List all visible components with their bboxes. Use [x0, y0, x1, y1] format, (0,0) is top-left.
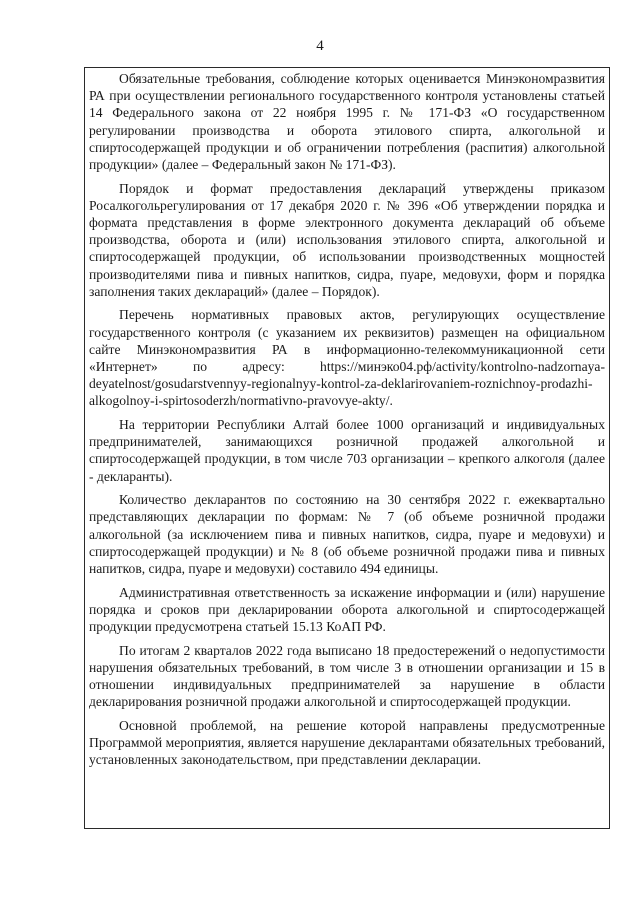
paragraph-mandatory-requirements: Обязательные требования, соблюдение которых оценивается Минэкономразвития РА при осуществлении регионального государственного контроля установлены статьей 14 Федерального закона от 22 ноября 1995 г. № 171-ФЗ «О государственном регулировании производства и оборота этилового спирта, алкогольной и спиртосодержащей продукции и об ограничении потребления (распития) алкогольной продукции» (далее – Федеральный закон № 171-ФЗ).: [89, 71, 605, 173]
page-number: 4: [316, 38, 324, 54]
paragraph-territory-organizations: На территории Республики Алтай более 1000 организаций и индивидуальных предпринимателей, занимающихся розничной продажей алкогольной и спиртосодержащей продукции, в том числе 703 организации – крепкого алкоголя (далее - декларанты).: [89, 417, 605, 484]
paragraph-declaration-procedure: Порядок и формат предоставления деклараций утверждены приказом Росалкогольрегулирования от 17 декабря 2020 г. № 396 «Об утверждении порядка и формата представления в форме электронного документа деклараций об объеме производства, оборота и (или) использования этилового спирта, алкогольной и спиртосодержащей продукции, об использовании производственных мощностей производителями пива и пивных напитков, сидра, пуаре, медовухи, форм и порядка заполнения таких деклараций» (далее – Порядок).: [89, 180, 605, 299]
paragraph-declarant-count: Количество декларантов по состоянию на 30 сентября 2022 г. ежеквартально представляющих декларации по формам: № 7 (об объеме розничной продажи алкогольной (за исключением пива и пивных напитков, сидра, пуаре и медовухи) и спиртосодержащей продукции) и № 8 (об объеме розничной продажи пива и пивных напитков, сидра, пуаре и медовухи) составило 494 единицы.: [89, 492, 605, 577]
paragraph-administrative-liability: Административная ответственность за искажение информации и (или) нарушение порядка и сроков при декларировании оборота алкогольной и спиртосодержащей продукции предусмотрена статьей 15.13 КоАП РФ.: [89, 584, 605, 635]
paragraph-legal-acts-list: Перечень нормативных правовых актов, регулирующих осуществление государственного контроля (с указанием их реквизитов) размещен на официальном сайте Минэкономразвития РА в информационно-телекоммуникационной сети «Интернет» по адресу: https://минэко04.рф/activity/kontrolno-nadzornaya-deyatelnost/gosudarstvennyy-regionalnyy-kontrol-za-deklarirovaniem-roznichnoy-prodazhi-alkogolnoy-i-spirtosoderzh/normativno-pravovye-akty/.: [89, 307, 605, 409]
paragraph-warnings-issued: По итогам 2 кварталов 2022 года выписано 18 предостережений о недопустимости нарушения обязательных требований, в том числе 3 в отношении организации и 15 в отношении индивидуальных предпринимателей за нарушение в области декларирования розничной продажи алкогольной и спиртосодержащей продукции.: [89, 642, 605, 710]
paragraph-main-problem: Основной проблемой, на решение которой направлены предусмотренные Программой мероприятия, является нарушение декларантами обязательных требований, установленных законодательством, при представлении декларации.: [89, 717, 605, 768]
document-body: [89, 70, 605, 768]
